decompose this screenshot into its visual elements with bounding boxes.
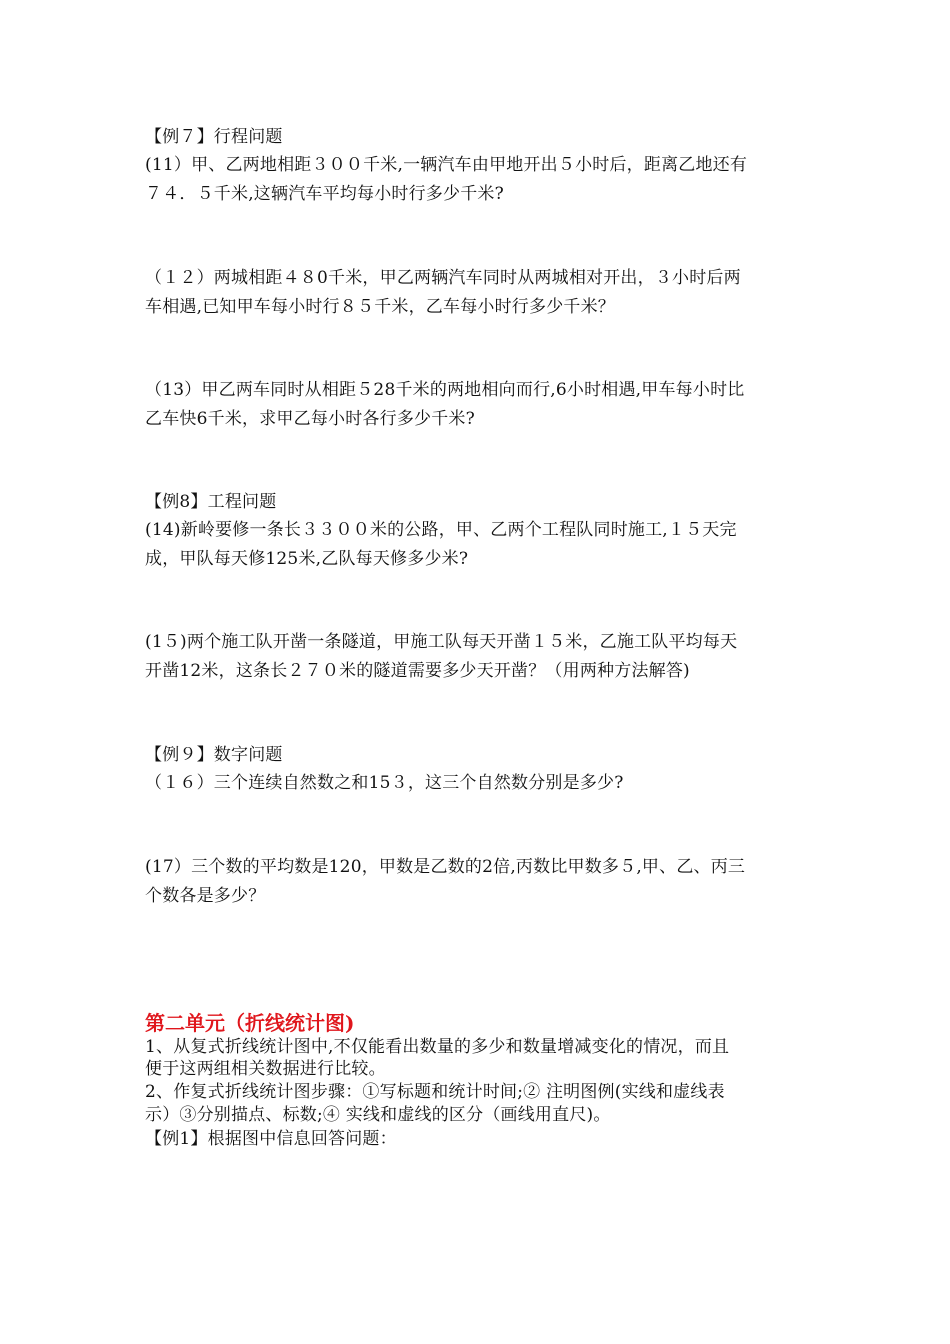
unit-2-point-2-line-2: 示）③分别描点、标数;④ 实线和虚线的区分（画线用直尺)。	[145, 1105, 611, 1125]
problem-17-line-1: (17）三个数的平均数是120，甲数是乙数的2倍,丙数比甲数多５,甲、乙、丙三	[145, 857, 746, 877]
problem-17-line-2: 个数各是多少？	[145, 886, 266, 906]
example-7-title: 【例７】行程问题	[145, 127, 283, 147]
problem-11-line-2: ７４．５千米,这辆汽车平均每小时行多少千米?	[145, 184, 504, 204]
unit-2-heading: 第二单元（折线统计图)	[145, 1011, 355, 1035]
problem-13-line-2: 乙车快6千米，求甲乙每小时各行多少千米?	[145, 409, 475, 429]
unit-2-point-2-line-1: 2、作复式折线统计图步骤：①写标题和统计时间;② 注明图例(实线和虚线表	[145, 1082, 725, 1102]
problem-15-line-2: 开凿12米，这条长２７０米的隧道需要多少天开凿？（用两种方法解答)	[145, 661, 690, 681]
problem-14-line-2: 成，甲队每天修125米,乙队每天修多少米?	[145, 549, 469, 569]
problem-15-line-1: (1５)两个施工队开凿一条隧道，甲施工队每天开凿１５米，乙施工队平均每天	[145, 632, 738, 652]
unit-2-point-1-line-2: 便于这两组相关数据进行比较。	[145, 1059, 386, 1079]
example-8-title: 【例8】工程问题	[145, 492, 277, 512]
example-9-title: 【例９】数字问题	[145, 745, 283, 765]
problem-12-line-2: 车相遇,已知甲车每小时行８５千米，乙车每小时行多少千米？	[145, 297, 616, 317]
unit-2-example-1-title: 【例1】根据图中信息回答问题：	[145, 1129, 397, 1149]
unit-2-point-1-line-1: 1、从复式折线统计图中,不仅能看出数量的多少和数量增减变化的情况，而且	[145, 1037, 730, 1057]
problem-14-line-1: (14)新岭要修一条长３３００米的公路，甲、乙两个工程队同时施工,１５天完	[145, 520, 737, 540]
problem-13-line-1: （13）甲乙两车同时从相距５28千米的两地相向而行,6小时相遇,甲车每小时比	[145, 380, 745, 400]
problem-16-line-1: （１６）三个连续自然数之和15３，这三个自然数分别是多少?	[145, 773, 624, 793]
problem-11-line-1: (11）甲、乙两地相距３００千米,一辆汽车由甲地开出５小时后，距离乙地还有	[145, 155, 748, 175]
problem-12-line-1: （１２）两城相距４８0千米，甲乙两辆汽车同时从两城相对开出，３小时后两	[145, 268, 741, 288]
